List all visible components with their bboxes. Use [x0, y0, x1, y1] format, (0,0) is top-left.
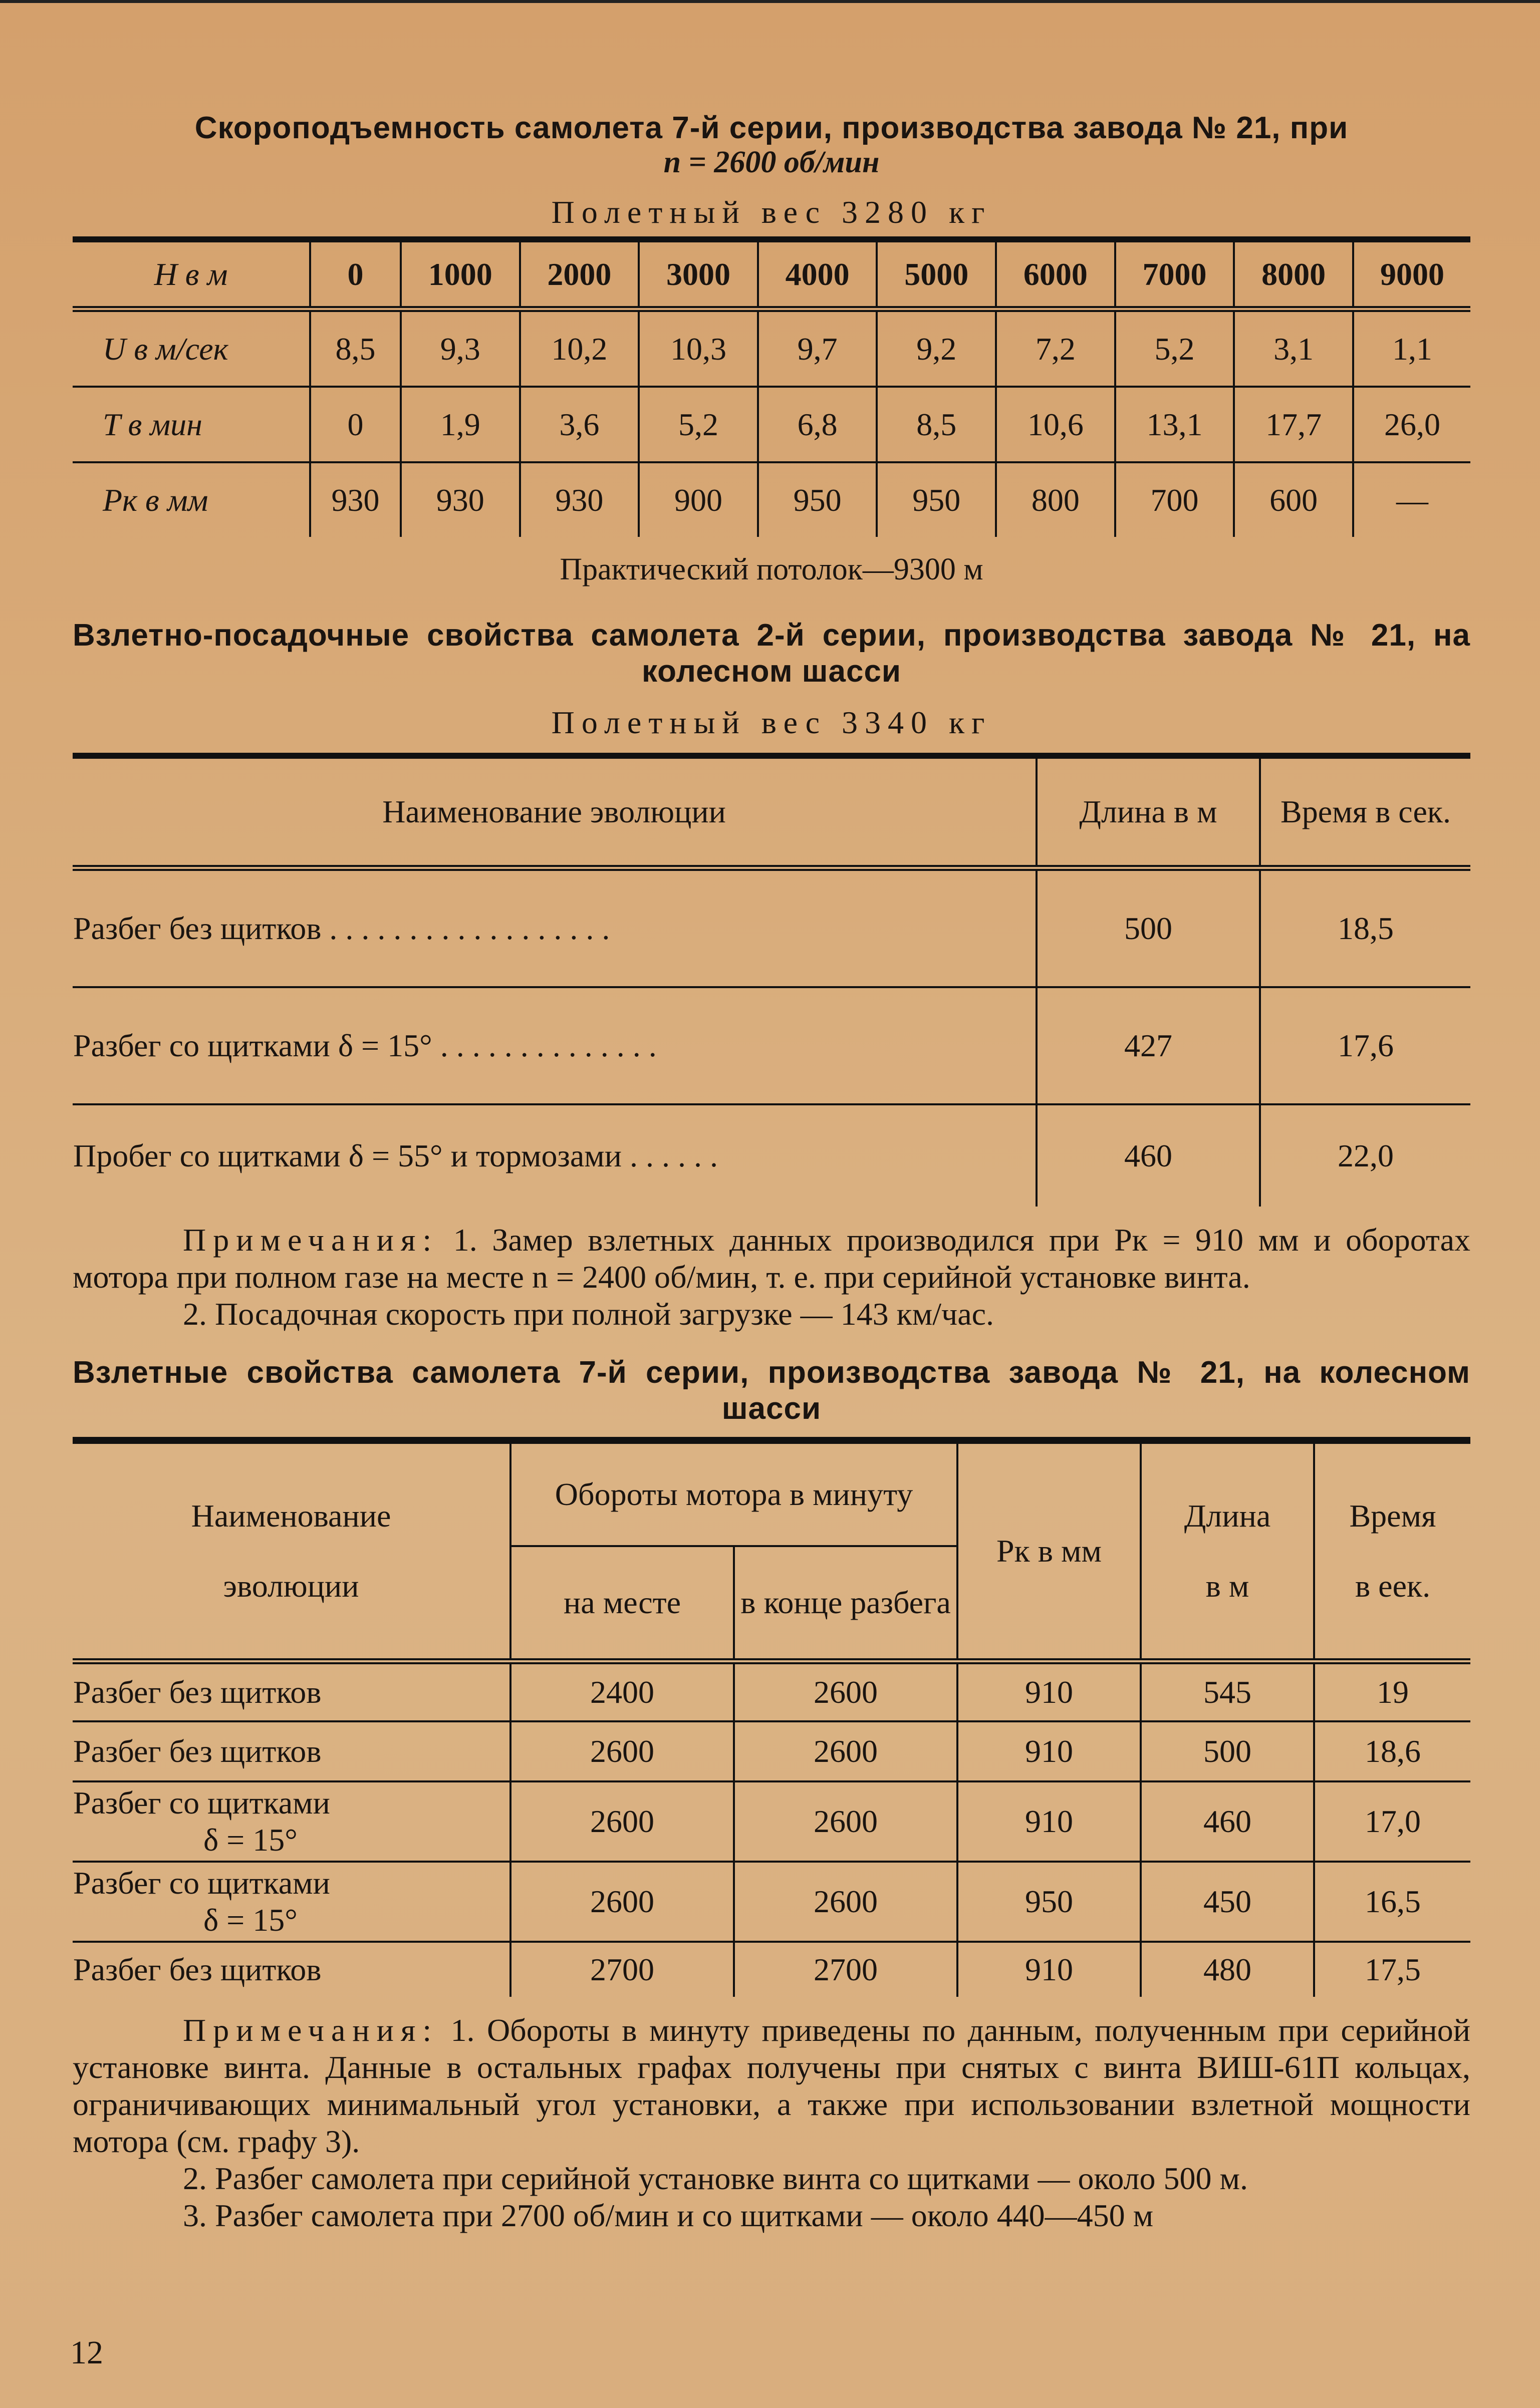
rpm-end-cell: 2600	[734, 1721, 957, 1781]
table-row	[73, 1661, 1470, 1721]
evolution-name: Разбег без щитков ..................	[73, 868, 1037, 987]
height-cell: 2000	[520, 239, 639, 309]
takeoff2-notes	[73, 1222, 1470, 1333]
table-row	[73, 868, 1470, 987]
time-cell: 6,8	[758, 387, 877, 462]
time-cell: 1,9	[401, 387, 520, 462]
takeoff2-weight: Полетный вес 3340 кг	[551, 705, 992, 740]
page-number: 12	[70, 2334, 103, 2371]
pressure-cell: 600	[1234, 462, 1353, 537]
height-cell: 5000	[877, 239, 996, 309]
rpm-place-cell: 2400	[510, 1661, 734, 1721]
length-cell: 500	[1141, 1721, 1314, 1781]
rpm-end-cell: 2600	[734, 1781, 957, 1862]
climb-title: Скороподъемность самолета 7-й серии, производства завода № 21, при	[194, 111, 1349, 145]
time-cell: 8,5	[877, 387, 996, 462]
length-cell: 460	[1037, 1104, 1260, 1207]
header-rpm-place: на месте	[510, 1546, 734, 1661]
time-cell: 17,5	[1314, 1942, 1470, 1997]
header-time: Время в сек.	[1260, 756, 1470, 868]
rpm-place-cell: 2700	[510, 1942, 734, 1997]
pk-cell: 950	[957, 1862, 1141, 1942]
pk-cell: 910	[957, 1661, 1141, 1721]
row-label: T в мин	[73, 387, 310, 462]
climb-table	[73, 236, 1470, 537]
evolution-name: Разбег со щитками δ = 15°	[73, 1781, 510, 1862]
document-page	[73, 0, 1470, 2234]
time-cell: 17,7	[1234, 387, 1353, 462]
row-label: U в м/сек	[73, 309, 310, 387]
row-label: Pк в мм	[103, 482, 208, 518]
length-cell: 500	[1037, 868, 1260, 987]
rpm-place-cell: 2600	[510, 1781, 734, 1862]
rpm-place-cell: 2600	[510, 1721, 734, 1781]
note-1: 1. Обороты в минуту приведены по данным, полученным при серийной установке винта. Данные в остальных графах получены при снятых с винта ВИШ-61П кольцах, ограничивающих минимальный угол установки, а также при использовании взлетной мощности мотора (см. графу 3).	[73, 2012, 1471, 2159]
length-cell: 480	[1141, 1942, 1314, 1997]
height-cell: 0	[310, 239, 401, 309]
speed-cell: 10,2	[520, 309, 639, 387]
time-cell: 3,6	[520, 387, 639, 462]
takeoff7-table	[73, 1437, 1470, 1997]
takeoff2-table	[73, 753, 1470, 1207]
climb-title-rpm: n = 2600 об/мин	[663, 145, 880, 179]
evolution-name: Разбег со щитками δ = 15°	[73, 1862, 510, 1942]
pressure-cell: 700	[1115, 462, 1234, 537]
takeoff7-title: Взлетные свойства самолета 7-й серии, производства завода № 21, на колесном шасси	[73, 1355, 1470, 1426]
header-evolution: Наименование эволюции	[191, 1498, 391, 1604]
evolution-name: Разбег без щитков	[73, 1661, 510, 1721]
header-length: Длина в м	[1037, 756, 1260, 868]
evolution-name: Разбег без щитков	[73, 1721, 510, 1781]
note-1: 1. Замер взлетных данных производился при Pк = 910 мм и оборотах мотора при полном газе на месте n = 2400 об/мин, т. е. при серийной установке винта.	[73, 1222, 1471, 1295]
pressure-cell: 950	[877, 462, 996, 537]
height-cell: 8000	[1234, 239, 1353, 309]
pk-cell: 910	[957, 1721, 1141, 1781]
table-row	[73, 1104, 1470, 1207]
header-rpm-end: в конце разбега	[734, 1546, 957, 1661]
speed-cell: 10,3	[639, 309, 758, 387]
takeoff2-title: Взлетно-посадочные свойства самолета 2-й серии, производства завода № 21, на колесном шасси	[73, 618, 1470, 689]
pk-cell: 910	[957, 1781, 1141, 1862]
speed-cell: 9,2	[877, 309, 996, 387]
climb-header-row	[73, 239, 1470, 309]
header-rpm: Обороты мотора в минуту	[510, 1440, 957, 1546]
header-length: Длина в м	[1141, 1440, 1314, 1661]
evolution-name: Разбег без щитков	[73, 1952, 322, 1987]
climb-weight: Полетный вес 3280 кг	[551, 194, 992, 230]
speed-cell: 1,1	[1353, 309, 1470, 387]
note-3: 3. Разбег самолета при 2700 об/мин и со щитками — около 440—450 м	[183, 2198, 1154, 2233]
pk-cell: 910	[957, 1942, 1141, 1997]
takeoff2-header-row	[73, 756, 1470, 868]
length-cell: 427	[1037, 987, 1260, 1104]
table-row	[73, 987, 1470, 1104]
speed-cell: 7,2	[996, 309, 1115, 387]
takeoff7-header-row	[73, 1440, 1470, 1546]
header-time: Время в еек.	[1314, 1440, 1470, 1661]
pressure-cell: 800	[996, 462, 1115, 537]
climb-row-pressure	[73, 462, 1470, 537]
time-cell: 10,6	[996, 387, 1115, 462]
rpm-place-cell: 2600	[510, 1862, 734, 1942]
rpm-end-cell: 2600	[734, 1862, 957, 1942]
note-2: 2. Разбег самолета при серийной установке винта со щитками — около 500 м.	[183, 2161, 1248, 2196]
ceiling-caption: Практический потолок—9300 м	[560, 552, 983, 586]
length-cell: 460	[1141, 1781, 1314, 1862]
pressure-cell: 930	[401, 462, 520, 537]
height-cell: 4000	[758, 239, 877, 309]
time-cell: 0	[310, 387, 401, 462]
table-row	[73, 1942, 1470, 1997]
climb-header-label: H в м	[154, 256, 228, 292]
notes-label: Примечания:	[183, 2012, 439, 2048]
length-cell: 545	[1141, 1661, 1314, 1721]
rpm-end-cell: 2700	[734, 1942, 957, 1997]
evolution-name: Разбег со щитками δ = 15° ..............	[73, 987, 1037, 1104]
table-row	[73, 1721, 1470, 1781]
speed-cell: 5,2	[1115, 309, 1234, 387]
time-cell: 17,6	[1260, 987, 1470, 1104]
speed-cell: 3,1	[1234, 309, 1353, 387]
time-cell: 17,0	[1314, 1781, 1470, 1862]
height-cell: 9000	[1353, 239, 1470, 309]
length-cell: 450	[1141, 1862, 1314, 1942]
height-cell: 3000	[639, 239, 758, 309]
time-cell: 18,6	[1314, 1721, 1470, 1781]
rpm-end-cell: 2600	[734, 1661, 957, 1721]
time-cell: 5,2	[639, 387, 758, 462]
takeoff7-notes	[73, 2012, 1470, 2234]
evolution-name: Пробег со щитками δ = 55° и тормозами ......	[73, 1138, 726, 1173]
climb-row-time	[73, 387, 1470, 462]
pressure-cell: 900	[639, 462, 758, 537]
speed-cell: 8,5	[310, 309, 401, 387]
time-cell: 16,5	[1314, 1862, 1470, 1942]
pressure-cell: 930	[520, 462, 639, 537]
pressure-cell: —	[1353, 462, 1470, 537]
time-cell: 13,1	[1115, 387, 1234, 462]
pressure-cell: 950	[758, 462, 877, 537]
notes-label: Примечания:	[183, 1222, 439, 1258]
height-cell: 6000	[996, 239, 1115, 309]
note-2: 2. Посадочная скорость при полной загрузке — 143 км/час.	[183, 1296, 994, 1332]
speed-cell: 9,7	[758, 309, 877, 387]
header-evolution: Наименование эволюции	[382, 794, 726, 829]
table-row	[73, 1862, 1470, 1942]
time-cell: 22,0	[1260, 1104, 1470, 1207]
pressure-cell: 930	[310, 462, 401, 537]
time-cell: 19	[1314, 1661, 1470, 1721]
height-cell: 7000	[1115, 239, 1234, 309]
header-pk: Pк в мм	[957, 1440, 1141, 1661]
speed-cell: 9,3	[401, 309, 520, 387]
time-cell: 26,0	[1353, 387, 1470, 462]
height-cell: 1000	[401, 239, 520, 309]
table-row	[73, 1781, 1470, 1862]
climb-row-speed	[73, 309, 1470, 387]
time-cell: 18,5	[1260, 868, 1470, 987]
